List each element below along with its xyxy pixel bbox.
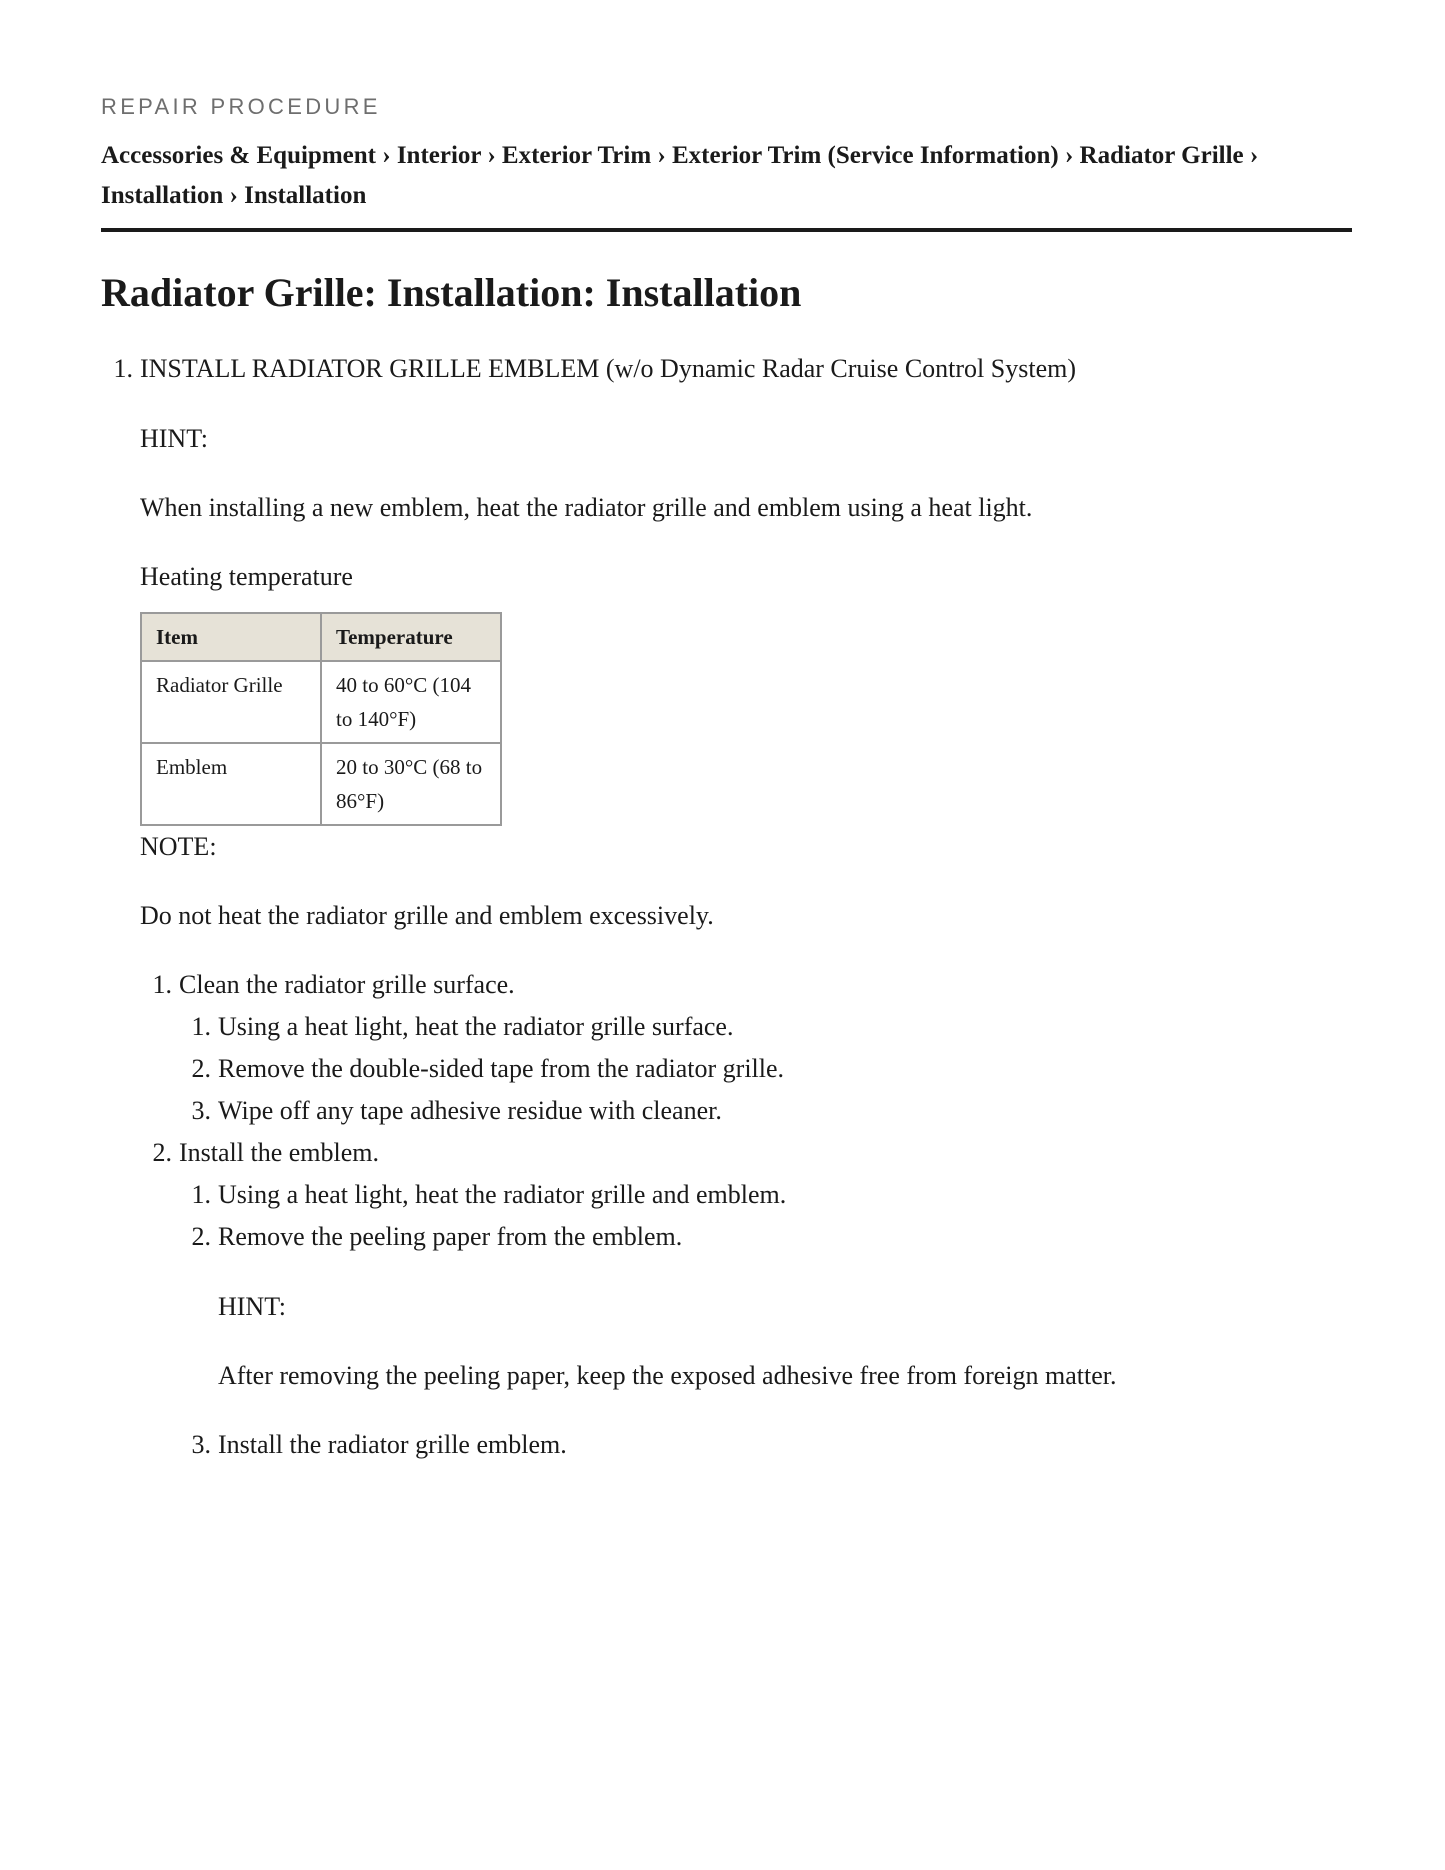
- table-cell: Radiator Grille: [141, 661, 321, 743]
- table-row: [141, 743, 501, 825]
- hint-label: HINT:: [218, 1292, 287, 1321]
- item-number: 1.: [191, 1180, 211, 1209]
- step-text: INSTALL RADIATOR GRILLE EMBLEM (w/o Dynamic Radar Cruise Control System): [140, 354, 1076, 383]
- substep-number: 1.: [152, 970, 172, 999]
- page-title: Radiator Grille: Installation: Installation: [101, 270, 802, 315]
- item-text: Wipe off any tape adhesive residue with cleaner.: [218, 1096, 722, 1125]
- substep-text: Install the emblem.: [179, 1138, 380, 1167]
- breadcrumb-item[interactable]: Installation: [101, 182, 224, 209]
- item-number: 2.: [191, 1054, 211, 1083]
- breadcrumb-separator: ›: [487, 142, 496, 169]
- substep-item: [179, 1090, 1352, 1132]
- table-cell: 20 to 30°C (68 to 86°F): [321, 743, 501, 825]
- heating-temperature-table: [140, 612, 502, 826]
- breadcrumb-separator: ›: [382, 142, 391, 169]
- breadcrumb-separator: ›: [229, 182, 238, 209]
- substep: [140, 964, 1352, 1006]
- procedure-step: [101, 348, 1352, 390]
- hint-text: After removing the peeling paper, keep the exposed adhesive free from foreign matter.: [218, 1361, 1117, 1390]
- step-number: 1.: [113, 354, 133, 383]
- table-row: [141, 661, 501, 743]
- table-caption: Heating temperature: [140, 562, 353, 591]
- procedure-body: [101, 348, 1352, 1466]
- breadcrumb-item[interactable]: Exterior Trim (Service Information): [672, 142, 1059, 169]
- hint-text: When installing a new emblem, heat the radiator grille and emblem using a heat light.: [140, 493, 1033, 522]
- column-header-item: Item: [141, 613, 321, 661]
- substep-item: [179, 1006, 1352, 1048]
- breadcrumb-separator: ›: [1249, 142, 1259, 169]
- substep-number: 2.: [152, 1138, 172, 1167]
- breadcrumb-item[interactable]: Exterior Trim: [501, 142, 652, 169]
- item-text: Install the radiator grille emblem.: [218, 1430, 567, 1459]
- substep-item: [179, 1216, 1352, 1258]
- breadcrumb-separator: ›: [657, 142, 666, 169]
- breadcrumb-item-current: Installation: [244, 182, 367, 209]
- breadcrumb-item[interactable]: Accessories & Equipment: [101, 142, 376, 169]
- substep-item: [179, 1048, 1352, 1090]
- note-text: Do not heat the radiator grille and emblem excessively.: [140, 901, 714, 930]
- breadcrumb-item[interactable]: Radiator Grille: [1079, 142, 1244, 169]
- table-cell: Emblem: [141, 743, 321, 825]
- breadcrumb: [101, 136, 1352, 216]
- item-text: Remove the peeling paper from the emblem.: [218, 1222, 683, 1251]
- item-text: Using a heat light, heat the radiator grille and emblem.: [218, 1180, 787, 1209]
- table-header-row: [141, 613, 501, 661]
- substep-item: [179, 1424, 1352, 1466]
- breadcrumb-separator: ›: [1064, 142, 1074, 169]
- item-text: Using a heat light, heat the radiator grille surface.: [218, 1012, 734, 1041]
- substep-item: [179, 1174, 1352, 1216]
- item-number: 3.: [191, 1430, 211, 1459]
- item-number: 1.: [191, 1012, 211, 1041]
- note-label: NOTE:: [140, 832, 217, 861]
- section-eyebrow: REPAIR PROCEDURE: [101, 94, 381, 119]
- item-number: 3.: [191, 1096, 211, 1125]
- substep-text: Clean the radiator grille surface.: [179, 970, 515, 999]
- substep: [140, 1132, 1352, 1174]
- item-text: Remove the double-sided tape from the radiator grille.: [218, 1054, 785, 1083]
- column-header-temperature: Temperature: [321, 613, 501, 661]
- item-number: 2.: [191, 1222, 211, 1251]
- table-cell: 40 to 60°C (104 to 140°F): [321, 661, 501, 743]
- breadcrumb-item[interactable]: Interior: [396, 142, 482, 169]
- hint-label: HINT:: [140, 424, 209, 453]
- header-divider: [101, 228, 1352, 232]
